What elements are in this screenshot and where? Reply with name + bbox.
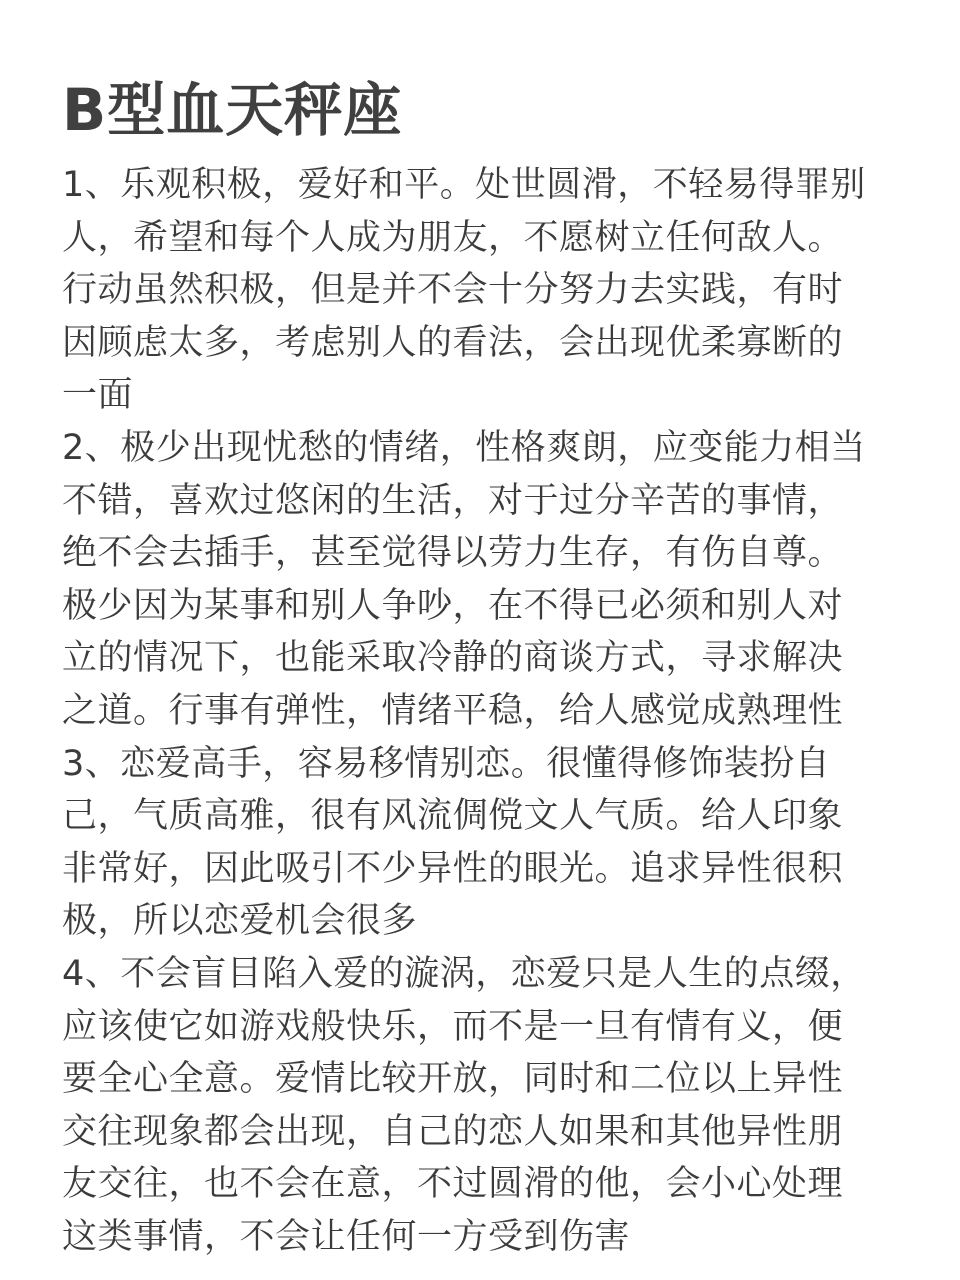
text-line: 行动虽然积极，但是并不会十分努力去实践，有时 [62,270,844,311]
text-line: 这类事情，不会让任何一方受到伤害 [62,1216,631,1257]
text-line: 1、乐观积极，爱好和平。处世圆滑，不轻易得罪别 [62,165,866,205]
text-line: 非常好，因此吸引不少异性的眼光。追求异性很积 [62,848,844,889]
paragraph-3 [62,738,922,948]
text-line: 绝不会去插手，甚至觉得以劳力生存，有伤自尊。 [62,533,844,574]
paragraph-1 [62,159,922,422]
text-line: 立的情况下，也能采取冷静的商谈方式，寻求解决 [62,638,844,679]
text-line: 4、不会盲目陷入爱的漩涡，恋爱只是人生的点缀， [62,953,866,994]
text-line: 不错，喜欢过悠闲的生活，对于过分辛苦的事情， [62,480,844,521]
text-line: 应该使它如游戏般快乐，而不是一旦有情有义，便 [62,1006,844,1047]
text-line: 极，所以恋爱机会很多 [62,901,418,942]
paragraph-4 [62,948,922,1264]
text-line: 2、极少出现忧愁的情绪，性格爽朗，应变能力相当 [62,427,866,468]
page-title: B型血天秤座 [62,76,403,144]
text-line: 要全心全意。爱情比较开放，同时和二位以上异性 [62,1059,844,1100]
text-line: 一面 [62,375,134,416]
text-line: 交往现象都会出现，自己的恋人如果和其他异性朋 [62,1111,844,1152]
text-line: 之道。行事有弹性，情绪平稳，给人感觉成熟理性 [62,690,844,731]
paragraph-2 [62,422,922,738]
document-body [62,159,922,1263]
text-line: 3、恋爱高手，容易移情别恋。很懂得修饰装扮自 [62,743,831,784]
text-line: 友交往，也不会在意，不过圆滑的他，会小心处理 [62,1164,844,1205]
text-line: 己，气质高雅，很有风流倜傥文人气质。给人印象 [62,796,844,837]
text-line: 因顾虑太多，考虑别人的看法，会出现优柔寡断的 [62,322,844,363]
text-line: 极少因为某事和别人争吵，在不得已必须和别人对 [62,585,844,626]
text-line: 人，希望和每个人成为朋友，不愿树立任何敌人。 [62,217,844,258]
